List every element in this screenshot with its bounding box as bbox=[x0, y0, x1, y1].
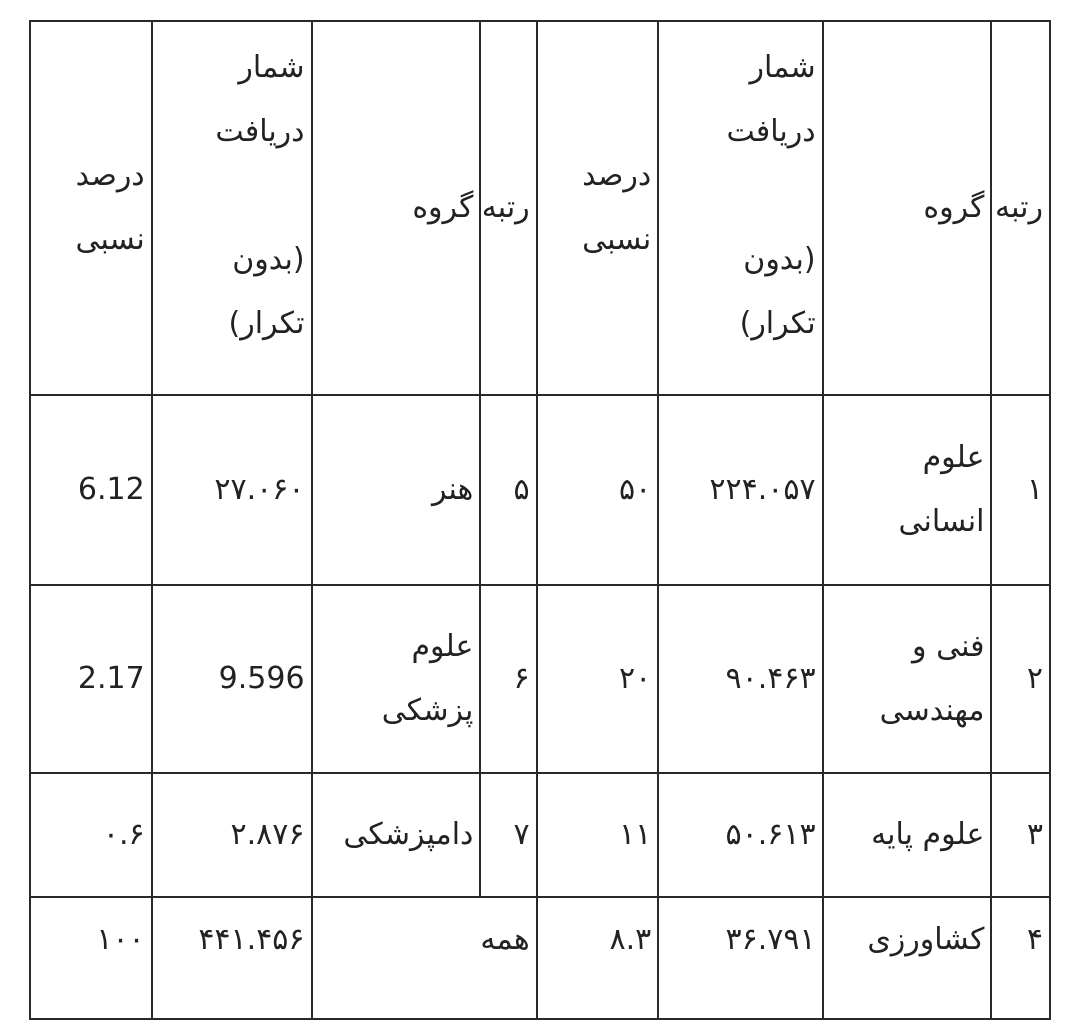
percent-cell: ۲۰ bbox=[537, 585, 659, 773]
header-group: گروه bbox=[823, 21, 992, 395]
total-label-cell: همه bbox=[312, 897, 537, 1019]
percent-cell: ۸.۳ bbox=[537, 897, 659, 1019]
header-count: شمار دریافت (بدون تکرار) bbox=[152, 21, 312, 395]
header-rank: رتبه bbox=[991, 21, 1050, 395]
group-cell: هنر bbox=[312, 395, 481, 585]
header-group: گروه bbox=[312, 21, 481, 395]
group-cell: علوم پایه bbox=[823, 773, 992, 897]
rank-cell: ۲ bbox=[991, 585, 1050, 773]
table-row bbox=[30, 585, 1050, 773]
header-row bbox=[30, 21, 1050, 395]
rank-cell: ۶ bbox=[480, 585, 536, 773]
percent-cell: ۰.۶ bbox=[30, 773, 152, 897]
group-cell: علوم پزشکی bbox=[312, 585, 481, 773]
percent-cell: ۱۰۰ bbox=[30, 897, 152, 1019]
percent-cell: ۵۰ bbox=[537, 395, 659, 585]
rank-cell: ۷ bbox=[480, 773, 536, 897]
table-row bbox=[30, 395, 1050, 585]
group-cell: دامپزشکی bbox=[312, 773, 481, 897]
rank-cell: ۵ bbox=[480, 395, 536, 585]
count-cell: ۲۲۴.۰۵۷ bbox=[658, 395, 822, 585]
table-row bbox=[30, 897, 1050, 1019]
group-cell: فنی و مهندسی bbox=[823, 585, 992, 773]
count-cell: 9.596 bbox=[152, 585, 312, 773]
count-cell: ۲.۸۷۶ bbox=[152, 773, 312, 897]
percent-cell: ۱۱ bbox=[537, 773, 659, 897]
group-cell: کشاورزی bbox=[823, 897, 992, 1019]
percent-cell: 2.17 bbox=[30, 585, 152, 773]
percent-cell: 6.12 bbox=[30, 395, 152, 585]
rank-cell: ۴ bbox=[991, 897, 1050, 1019]
rank-cell: ۱ bbox=[991, 395, 1050, 585]
count-cell: ۳۶.۷۹۱ bbox=[658, 897, 822, 1019]
count-cell: ۲۷.۰۶۰ bbox=[152, 395, 312, 585]
header-count: شمار دریافت (بدون تکرار) bbox=[658, 21, 822, 395]
table-row bbox=[30, 773, 1050, 897]
count-cell: ۵۰.۶۱۳ bbox=[658, 773, 822, 897]
header-percent: درصد نسبی bbox=[537, 21, 659, 395]
rank-cell: ۳ bbox=[991, 773, 1050, 897]
statistics-table bbox=[29, 20, 1051, 1020]
count-cell: ۴۴۱.۴۵۶ bbox=[152, 897, 312, 1019]
header-rank: رتبه bbox=[480, 21, 536, 395]
group-cell: علوم انسانی bbox=[823, 395, 992, 585]
header-percent: درصد نسبی bbox=[30, 21, 152, 395]
count-cell: ۹۰.۴۶۳ bbox=[658, 585, 822, 773]
